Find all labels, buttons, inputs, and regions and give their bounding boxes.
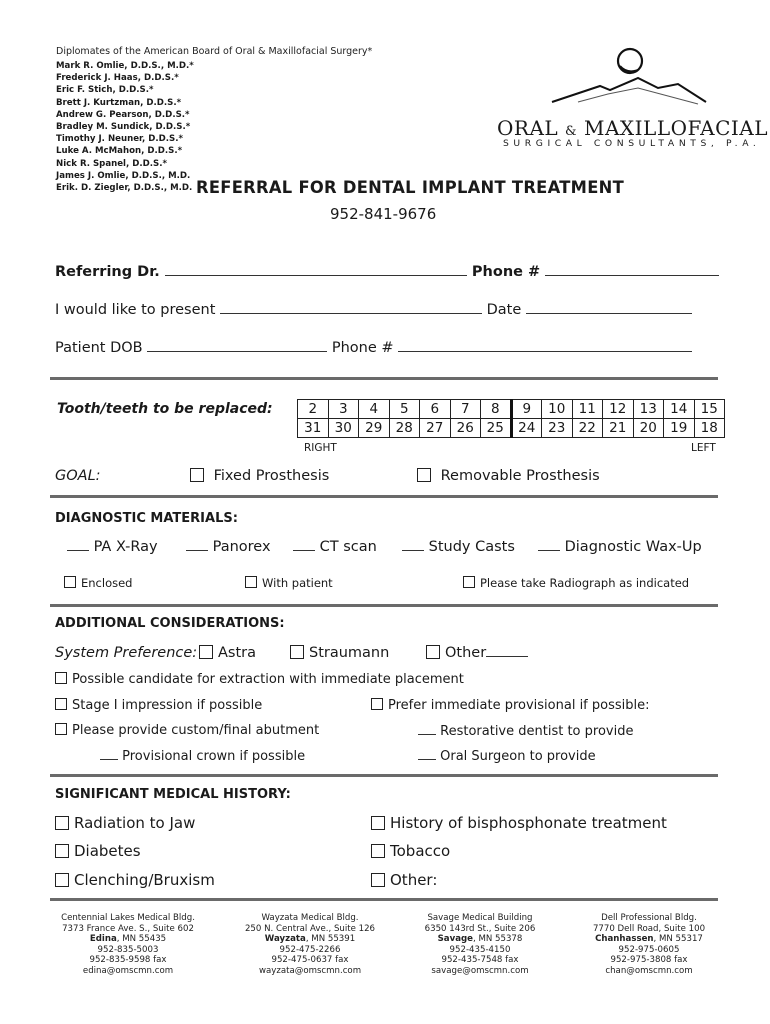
tooth-cell[interactable]: 2 [298,400,329,419]
tooth-cell[interactable]: 22 [572,419,603,438]
office-edina [43,913,213,977]
office-email: savage@omscmn.com [431,965,529,976]
panorex-blank[interactable] [186,539,208,551]
left-side-label: LEFT [691,442,716,454]
clenching-option[interactable] [55,871,215,889]
patient-dob-field[interactable] [147,340,327,352]
tooth-cell[interactable]: 8 [481,400,512,419]
office-email: wayzata@omscmn.com [258,965,362,976]
office-phone: 952-841-9676 [330,205,437,223]
straumann-label: Straumann [309,645,390,661]
referring-phone-field[interactable] [545,264,719,276]
tooth-cell[interactable]: 25 [481,419,512,438]
wax-up-label: Diagnostic Wax-Up [564,539,702,555]
office-email: edina@omscmn.com [82,965,174,976]
radiation-label: Radiation to Jaw [74,814,196,832]
extraction-checkbox[interactable] [55,672,67,684]
upper-teeth-row [298,400,725,419]
oral-surgeon-label: Oral Surgeon to provide [440,749,596,764]
office-wayzata [225,913,395,977]
right-side-label: RIGHT [304,442,337,454]
diagnostic-heading: DIAGNOSTIC MATERIALS: [55,511,238,526]
tooth-cell[interactable]: 5 [389,400,420,419]
date-label: Date [486,302,522,318]
ct-scan-blank[interactable] [293,539,315,551]
lower-teeth-row [298,419,725,438]
restorative-option[interactable] [418,723,633,739]
wax-up-option[interactable] [538,539,702,555]
bisphosphonate-option[interactable] [371,814,667,832]
office-state-zip: , MN 55378 [472,934,523,945]
tooth-cell[interactable]: 11 [572,400,603,419]
bisphosphonate-checkbox[interactable] [371,816,385,830]
tooth-cell[interactable]: 14 [664,400,695,419]
office-name: Wayzata Medical Bldg. [261,913,359,923]
teeth-grid [297,399,725,438]
referring-phone-label: Phone # [471,264,541,280]
office-email: chan@omscmn.com [605,965,693,976]
tooth-cell[interactable]: 23 [542,419,573,438]
other-system-label: Other [445,645,487,661]
brand-name [497,116,769,140]
office-state-zip: , MN 55391 [305,934,356,945]
patient-dob-row [55,340,692,356]
office-fax: 952-975-3808 fax [610,955,688,966]
tobacco-option[interactable] [371,842,450,860]
office-chanhassen [564,913,734,977]
office-city: Wayzata [264,934,306,945]
divider [50,774,718,777]
radiation-option[interactable] [55,814,195,832]
mountain-sun-logo [548,44,708,114]
office-phone-number: 952-975-0605 [618,944,680,955]
provisional-option[interactable] [371,698,650,713]
office-address: 7373 France Ave. S., Suite 602 [62,923,194,934]
office-fax: 952-475-0637 fax [271,955,349,966]
tobacco-label: Tobacco [390,842,451,860]
radiograph-label: Please take Radiograph as indicated [480,576,690,590]
removable-prosthesis-option[interactable] [417,468,600,484]
prov-crown-blank[interactable] [100,748,118,760]
tooth-cell[interactable]: 24 [511,419,542,438]
teeth-label: Tooth/teeth to be replaced: [57,401,273,417]
doctor-name: Andrew G. Pearson, D.D.S.* [56,109,190,120]
referring-dr-field[interactable] [165,264,467,276]
straumann-checkbox[interactable] [290,645,304,659]
office-name: Savage Medical Building [427,913,533,923]
pa-xray-label: PA X-Ray [93,539,158,555]
tooth-cell[interactable]: 20 [633,419,664,438]
other-system-field[interactable] [486,645,528,657]
office-phone-number: 952-475-2266 [279,944,341,955]
divider [50,898,718,901]
system-preference-label: System Preference [55,645,193,661]
office-city: Chanhassen [595,934,654,945]
fixed-prosthesis-checkbox[interactable] [190,468,204,482]
panorex-option[interactable] [186,539,271,555]
doctor-list [56,60,194,194]
with-patient-label: With patient [262,576,333,590]
with-patient-checkbox[interactable] [245,576,257,588]
office-phone-number: 952-835-5003 [97,944,159,955]
other-system-option[interactable] [426,645,528,661]
diabetes-label: Diabetes [74,842,141,860]
system-preference-row: System Preference: [55,645,198,661]
tooth-cell[interactable]: 18 [694,419,725,438]
other-system-checkbox[interactable] [426,645,440,659]
enclosed-label: Enclosed [81,576,133,590]
wax-up-blank[interactable] [538,539,560,551]
medical-heading: SIGNIFICANT MEDICAL HISTORY: [55,787,291,802]
office-address: 7770 Dell Road, Suite 100 [592,923,706,934]
tooth-cell[interactable]: 9 [511,400,542,419]
office-state-zip: , MN 55435 [116,934,167,945]
astra-label: Astra [218,645,257,661]
doctor-name: Luke A. McMahon, D.D.S.* [56,146,183,157]
tobacco-checkbox[interactable] [371,844,385,858]
restorative-label: Restorative dentist to provide [440,724,634,739]
tooth-cell[interactable]: 26 [450,419,481,438]
other-medical-option[interactable] [371,871,437,889]
additional-heading: ADDITIONAL CONSIDERATIONS: [55,616,285,631]
present-row [55,302,692,318]
diplomates-note: Diplomates of the American Board of Oral & Maxillofacial Surgery* [56,46,373,57]
divider [50,495,718,498]
extraction-label: Possible candidate for extraction with immediate placement [72,672,464,687]
diabetes-checkbox[interactable] [55,844,69,858]
other-medical-checkbox[interactable] [371,873,385,887]
extraction-option[interactable] [55,672,464,687]
stage1-label: Stage I impression if possible [72,698,263,713]
doctor-name: Brett J. Kurtzman, D.D.S.* [56,97,182,108]
clenching-label: Clenching/Bruxism [74,871,215,889]
doctor-name: Erik. D. Ziegler, D.D.S., M.D. [56,183,193,194]
tooth-cell[interactable]: 4 [359,400,390,419]
abutment-label: Please provide custom/final abutment [72,723,320,738]
tooth-cell[interactable]: 21 [603,419,634,438]
enclosed-checkbox[interactable] [64,576,76,588]
abutment-option[interactable] [55,723,319,738]
brand-subtitle: SURGICAL CONSULTANTS, P.A. [503,138,761,149]
diabetes-option[interactable] [55,842,141,860]
astra-checkbox[interactable] [199,645,213,659]
stage1-checkbox[interactable] [55,698,67,710]
doctor-name: Nick R. Spanel, D.D.S.* [56,158,168,169]
with-patient-option[interactable] [245,576,333,590]
doctor-name: Frederick J. Haas, D.D.S.* [56,73,179,84]
enclosed-option[interactable] [64,576,132,590]
provisional-checkbox[interactable] [371,698,383,710]
radiograph-checkbox[interactable] [463,576,475,588]
tooth-cell[interactable]: 13 [633,400,664,419]
date-field[interactable] [526,302,692,314]
tooth-cell[interactable]: 10 [542,400,573,419]
oral-surgeon-blank[interactable] [418,748,436,760]
tooth-cell[interactable]: 3 [328,400,359,419]
clenching-checkbox[interactable] [55,873,69,887]
tooth-cell[interactable]: 7 [450,400,481,419]
ct-scan-label: CT scan [319,539,377,555]
office-state-zip: , MN 55317 [653,934,703,945]
office-name: Centennial Lakes Medical Bldg. [61,913,195,923]
doctor-name: Eric F. Stich, D.D.S.* [56,85,154,96]
present-label: I would like to present [55,302,216,318]
office-city: Savage [437,934,473,945]
patient-phone-field[interactable] [398,340,692,352]
tooth-cell[interactable]: 31 [298,419,329,438]
patient-dob-label: Patient DOB [55,340,143,356]
bisphosphonate-label: History of bisphosphonate treatment [390,814,667,832]
removable-prosthesis-checkbox[interactable] [417,468,431,482]
doctor-name: Bradley M. Sundick, D.D.S.* [56,122,191,133]
restorative-blank[interactable] [418,723,436,735]
tooth-cell[interactable]: 30 [328,419,359,438]
oral-surgeon-option[interactable] [418,748,596,764]
office-savage [395,913,565,977]
tooth-cell[interactable]: 19 [664,419,695,438]
fixed-prosthesis-label: Fixed Prosthesis [213,468,330,484]
tooth-cell[interactable]: 12 [603,400,634,419]
goal-label: GOAL: [55,468,101,484]
form-title: REFERRAL FOR DENTAL IMPLANT TREATMENT [196,178,625,198]
doctor-name: Mark R. Omlie, D.D.S., M.D.* [56,61,194,71]
prov-crown-label: Provisional crown if possible [122,749,306,764]
study-casts-blank[interactable] [402,539,424,551]
other-medical-label: Other: [390,871,438,889]
tooth-cell[interactable]: 15 [694,400,725,419]
office-fax: 952-835-9598 fax [89,955,167,966]
office-city: Edina [89,934,117,945]
office-phone-number: 952-435-4150 [449,944,511,955]
doctor-name: James J. Omlie, D.D.S., M.D. [56,170,191,181]
astra-option[interactable] [199,645,256,661]
tooth-cell[interactable]: 28 [389,419,420,438]
provisional-label: Prefer immediate provisional if possible: [388,698,650,713]
office-address: 6350 143rd St., Suite 206 [424,923,536,934]
fixed-prosthesis-option[interactable] [190,468,329,484]
stage1-option[interactable] [55,698,262,713]
brand-word: ORAL [497,116,559,140]
study-casts-option[interactable] [402,539,515,555]
prov-crown-option[interactable] [100,748,305,764]
straumann-option[interactable] [290,645,389,661]
removable-prosthesis-label: Removable Prosthesis [440,468,600,484]
tooth-cell[interactable]: 29 [359,419,390,438]
divider [50,377,718,380]
divider [50,604,718,607]
pa-xray-blank[interactable] [67,539,89,551]
patient-phone-label: Phone # [331,340,394,356]
referring-dr-label: Referring Dr. [55,264,160,280]
tooth-cell[interactable]: 6 [420,400,451,419]
referring-dr-row [55,264,719,280]
office-name: Dell Professional Bldg. [601,913,697,923]
radiation-checkbox[interactable] [55,816,69,830]
tooth-cell[interactable]: 27 [420,419,451,438]
panorex-label: Panorex [212,539,271,555]
radiograph-option[interactable] [463,576,689,590]
brand-amp: & [565,124,578,139]
study-casts-label: Study Casts [428,539,515,555]
abutment-checkbox[interactable] [55,723,67,735]
office-address: 250 N. Central Ave., Suite 126 [244,923,376,934]
brand-word: MAXILLOFACIAL [583,116,769,140]
pa-xray-option[interactable] [67,539,158,555]
office-fax: 952-435-7548 fax [441,955,519,966]
present-field[interactable] [220,302,482,314]
ct-scan-option[interactable] [293,539,377,555]
doctor-name: Timothy J. Neuner, D.D.S.* [56,134,184,145]
